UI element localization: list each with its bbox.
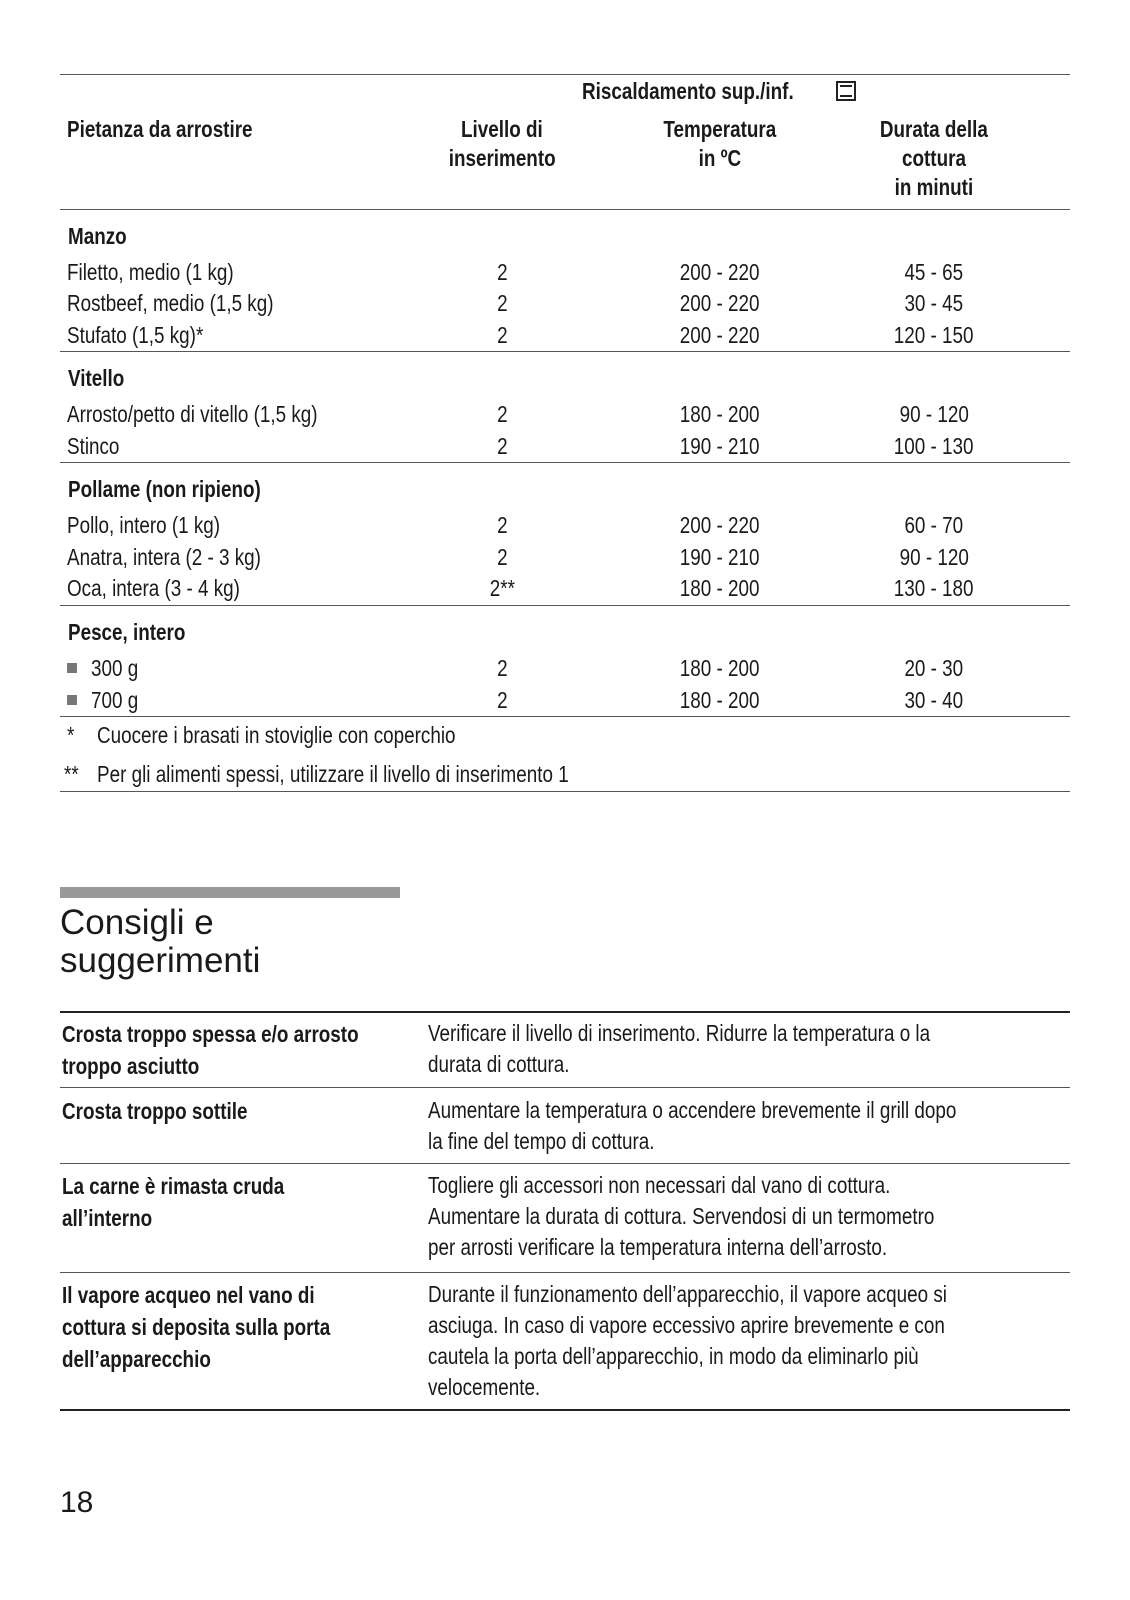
- cell-duration: 60 - 70: [904, 512, 964, 538]
- cell-duration: 90 - 120: [899, 544, 969, 570]
- cell-temp: 180 - 200: [680, 687, 760, 713]
- cell-level: 2: [496, 655, 508, 681]
- col-header-duration: Durata della cottura in minuti: [880, 116, 988, 200]
- cell-food: Filetto, medio (1 kg): [67, 259, 234, 285]
- cell-food: 300 g: [67, 654, 149, 682]
- cell-food: Arrosto/petto di vitello (1,5 kg): [67, 401, 318, 427]
- cell-level: 2: [496, 687, 508, 713]
- cell-level: 2: [496, 433, 508, 459]
- cell-duration: 90 - 120: [899, 401, 969, 427]
- cell-duration: 120 - 150: [894, 322, 974, 348]
- group-rule: [60, 716, 1070, 717]
- col-header-temperature: Temperatura in ºC: [663, 116, 777, 171]
- group-title-manzo: Manzo: [68, 223, 127, 249]
- cell-temp: 200 - 220: [680, 512, 760, 538]
- cell-food: Rostbeef, medio (1,5 kg): [67, 290, 274, 316]
- tip-problem: Crosta troppo sottile: [62, 1098, 248, 1124]
- cell-duration: 100 - 130: [894, 433, 974, 459]
- footnote-text: Cuocere i brasati in stoviglie con coperchio: [97, 722, 456, 748]
- footnote: **: [64, 761, 79, 787]
- col-header-level: Livello di inserimento: [448, 116, 556, 171]
- tip-problem: Il vapore acqueo nel vano di cottura si deposita sulla porta dell’apparecchio: [62, 1282, 331, 1372]
- col-header-food: Pietanza da arrostire: [67, 116, 253, 142]
- tip-problem: La carne è rimasta cruda all’interno: [62, 1173, 285, 1231]
- table-top-rule: [60, 74, 1070, 75]
- group-title-pesce: Pesce, intero: [68, 619, 186, 645]
- group-rule: [60, 462, 1070, 463]
- cell-level: 2**: [489, 575, 515, 601]
- tip-solution: Verificare il livello di inserimento. Ridurre la temperatura o la durata di cottura.: [428, 1020, 931, 1077]
- bullet-square-icon: [67, 695, 77, 705]
- cell-food: Pollo, intero (1 kg): [67, 512, 221, 538]
- cell-food: Stufato (1,5 kg)*: [67, 322, 204, 348]
- group-title-pollame: Pollame (non ripieno): [68, 476, 261, 502]
- cell-temp: 180 - 200: [680, 655, 760, 681]
- cell-level: 2: [496, 401, 508, 427]
- page-number: 18: [60, 1486, 94, 1519]
- cell-level: 2: [496, 290, 508, 316]
- cell-temp: 200 - 220: [680, 322, 760, 348]
- cell-duration: 30 - 45: [904, 290, 964, 316]
- cell-temp: 190 - 210: [680, 433, 760, 459]
- section-bar: [60, 887, 400, 898]
- section-title: Consigli e suggerimenti: [60, 903, 261, 980]
- tips-top-rule: [60, 1011, 1070, 1013]
- cell-level: 2: [496, 259, 508, 285]
- group-rule: [60, 605, 1070, 606]
- cell-food: Anatra, intera (2 - 3 kg): [67, 544, 261, 570]
- header-rule: [60, 209, 1070, 210]
- tip-solution: Aumentare la temperatura o accendere brevemente il grill dopo la fine del tempo di cottura.: [428, 1097, 957, 1154]
- group-title-vitello: Vitello: [68, 365, 125, 391]
- cell-duration: 20 - 30: [904, 655, 964, 681]
- top-bottom-heat-icon: [836, 81, 856, 101]
- cell-duration: 30 - 40: [904, 687, 964, 713]
- cell-food: Oca, intera (3 - 4 kg): [67, 575, 240, 601]
- footnote: *: [67, 722, 75, 748]
- tips-bottom-rule: [60, 1409, 1070, 1411]
- tip-rule: [60, 1087, 1070, 1088]
- cell-temp: 180 - 200: [680, 575, 760, 601]
- cell-level: 2: [496, 512, 508, 538]
- tip-solution: Durante il funzionamento dell’apparecchio, il vapore acqueo si asciuga. In caso di vapore eccessivo aprire brevemente e con cautela la porta dell’apparecchio, in modo da eliminarlo più velocemente.: [428, 1281, 947, 1400]
- cell-duration: 45 - 65: [904, 259, 964, 285]
- tip-solution: Togliere gli accessori non necessari dal vano di cottura. Aumentare la durata di cottura. Servendosi di un termometro per arrosti verificare la temperatura interna dell’arrosto.: [428, 1172, 935, 1260]
- bullet-square-icon: [67, 663, 77, 673]
- tip-rule: [60, 1272, 1070, 1273]
- cell-level: 2: [496, 544, 508, 570]
- tip-problem: Crosta troppo spessa e/o arrosto troppo asciutto: [62, 1021, 359, 1079]
- footnote-text: Per gli alimenti spessi, utilizzare il livello di inserimento 1: [97, 761, 569, 787]
- cell-temp: 200 - 220: [680, 290, 760, 316]
- cell-food: 700 g: [67, 686, 149, 714]
- cell-temp: 190 - 210: [680, 544, 760, 570]
- group-rule: [60, 351, 1070, 352]
- cell-duration: 130 - 180: [894, 575, 974, 601]
- tip-rule: [60, 1163, 1070, 1164]
- cell-temp: 200 - 220: [680, 259, 760, 285]
- cell-temp: 180 - 200: [680, 401, 760, 427]
- table-bottom-rule: [60, 791, 1070, 792]
- cell-level: 2: [496, 322, 508, 348]
- cell-food: Stinco: [67, 433, 120, 459]
- heating-mode-header: Riscaldamento sup./inf.: [582, 77, 840, 106]
